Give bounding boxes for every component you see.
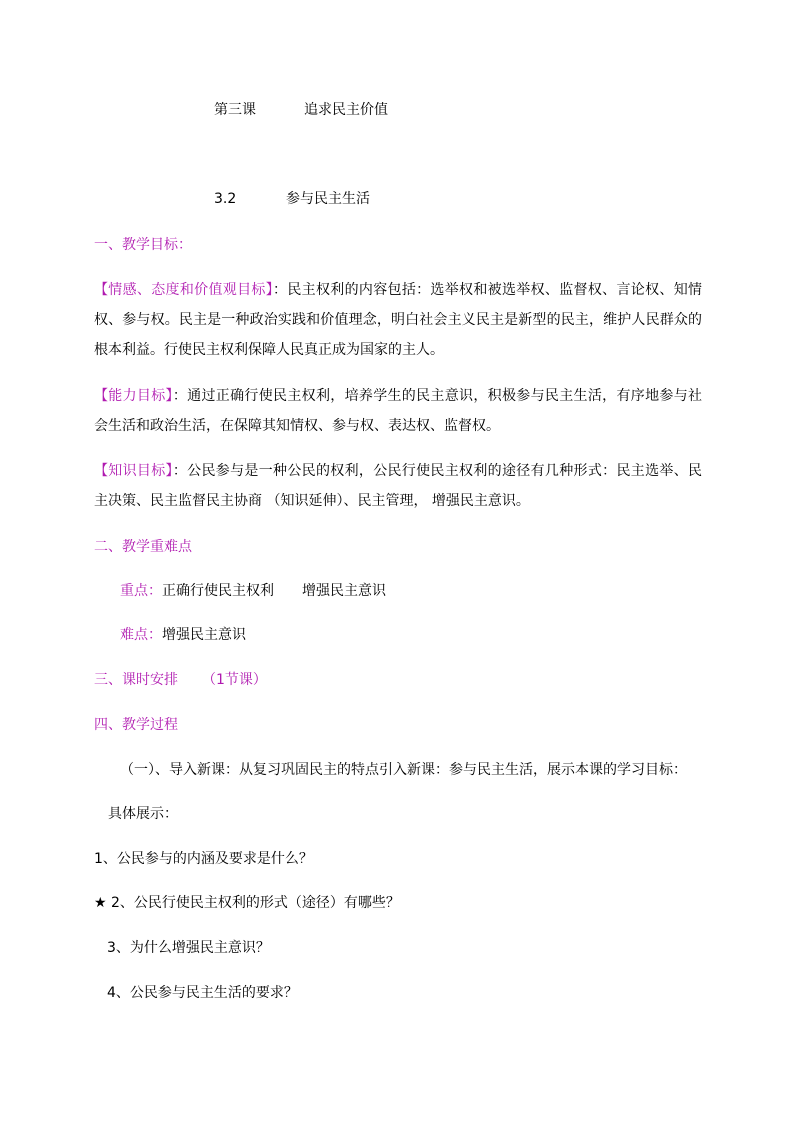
knowledge-objective-label: 【知识目标】	[94, 463, 173, 479]
display-label: 具体展示：	[108, 806, 178, 822]
ability-objective-text: ：通过正确行使民主权利，培养学生的民主意识，积极参与民主生活，有序地参与社会生活和政治生活，在保障其知情权、参与权、表达权、监督权。	[94, 388, 703, 434]
section-name: 参与民主生活	[286, 191, 370, 207]
ability-objective-label: 【能力目标】	[94, 388, 173, 404]
difficult-point-text: 增强民主意识	[162, 627, 246, 643]
key-point-label: 重点：	[120, 583, 162, 599]
difficult-point-line	[120, 625, 246, 645]
key-points-heading: 二、教学重难点	[94, 539, 192, 555]
key-point-text-2: 增强民主意识	[302, 583, 386, 599]
schedule-heading: 三、课时安排	[94, 672, 178, 688]
question-3: 3、为什么增强民主意识？	[107, 940, 270, 956]
schedule-value: （1节课）	[202, 672, 267, 688]
lesson-title	[214, 100, 388, 120]
section-number: 3.2	[214, 191, 237, 207]
question-2: ★ 2、公民行使民主权利的形式（途径）有哪些？	[94, 895, 400, 911]
lesson-name: 追求民主价值	[304, 102, 388, 118]
section-title	[214, 189, 370, 209]
schedule-line	[94, 670, 267, 690]
key-point-text-1: 正确行使民主权利	[162, 583, 274, 599]
process-heading: 四、教学过程	[94, 717, 178, 733]
ability-objective	[94, 381, 702, 441]
question-4: 4、公民参与民主生活的要求？	[107, 985, 298, 1001]
difficult-point-label: 难点：	[120, 627, 162, 643]
lesson-number: 第三课	[214, 102, 256, 118]
knowledge-objective	[94, 456, 702, 516]
question-1: 1、公民参与的内涵及要求是什么？	[94, 851, 313, 867]
emotion-objective-text: ：民主权利的内容包括：选举权和被选举权、监督权、言论权、知情权、参与权。民主是一种政治实践和价值理念，明白社会主义民主是新型的民主，维护人民群众的根本利益。行使民主权利保障人民真正成为国家的主人。	[94, 282, 703, 358]
emotion-objective	[94, 275, 702, 365]
process-intro: （一）、导入新课：从复习巩固民主的特点引入新课：参与民主生活，展示本课的学习目标：	[120, 762, 687, 778]
key-point-line	[120, 581, 386, 601]
emotion-objective-label: 【情感、态度和价值观目标】	[94, 282, 274, 298]
objectives-heading: 一、教学目标：	[94, 237, 192, 253]
knowledge-objective-text: ：公民参与是一种公民的权利，公民行使民主权利的途径有几种形式：民主选举、民主决策、民主监督民主协商 （知识延伸）、民主管理， 增强民主意识。	[94, 463, 703, 509]
